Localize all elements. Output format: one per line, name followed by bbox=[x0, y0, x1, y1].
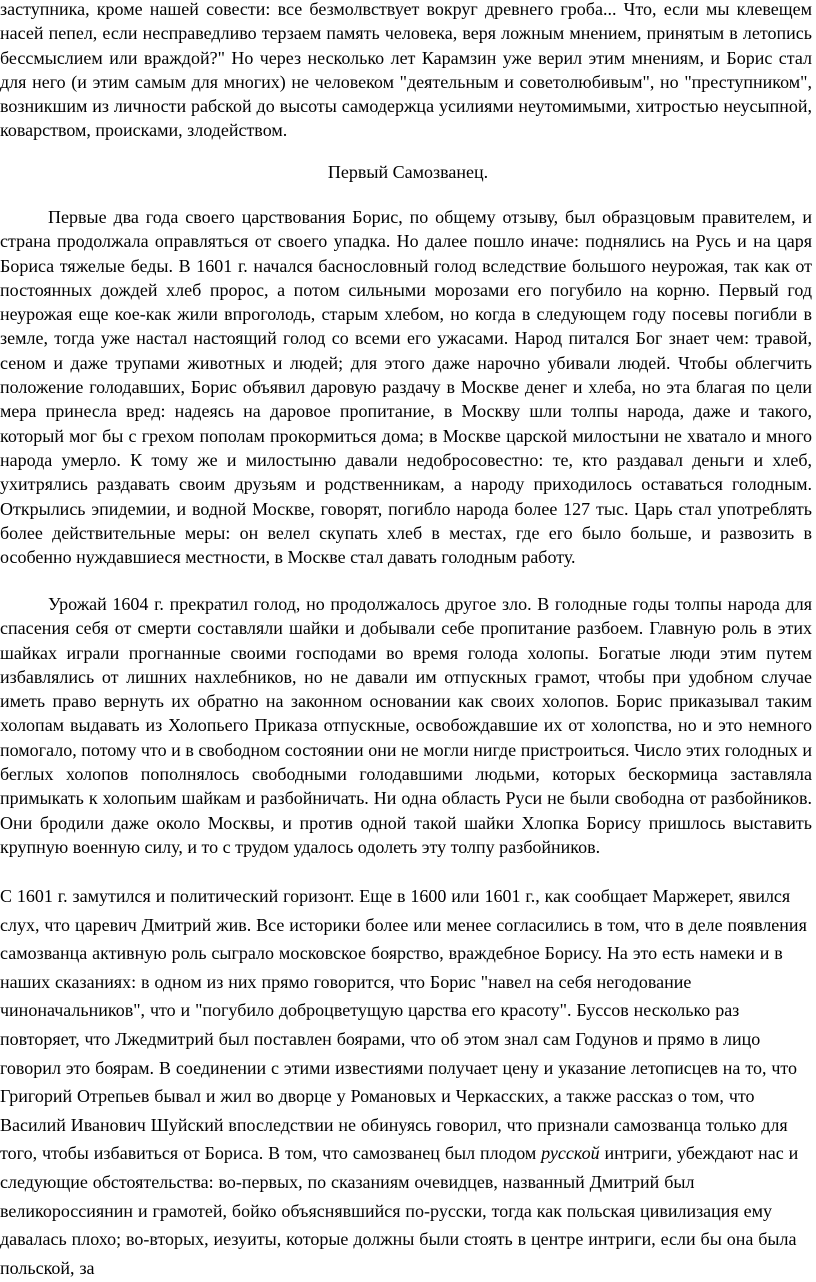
paragraph-text-before-italic: С 1601 г. замутился и политический горизонт. Еще в 1600 или 1601 г., как сообщает Маржерет, явился слух, что царевич Дмитрий жив. Все историки более или менее согласились в том, что в деле появления самозванца активную роль сыграло московское боярство, враждебное Борису. На это есть намеки и в наших сказаниях: в одном из них прямо говорится, что Борис "навел на себя негодование чиноначальников", что и "погубило доброцветущую царства его красоту". Буссов несколько раз повторяет, что Лжедмитрий был поставлен боярами, что об этом знал сам Годунов и прямо в лицо говорил это боярам. В соединении с этими известиями получает цену и указание летописцев на то, что Григорий Отрепьев бывал и жил во дворце у Романовых и Черкасских, а также рассказ о том, что Василий Иванович Шуйский впоследствии не обинуясь говорил, что признали самозванца только для того, чтобы избавиться от Бориса. В том, что самозванец был плодом bbox=[0, 886, 807, 1164]
paragraph-intro-continuation: заступника, кроме нашей совести: все безмолвствует вокруг древнего гроба... Что, если мы клевещем насей пепел, если несправедливо терзаем память человека, веря ложным мнением, принятым в летопись бессмыслием или враждой?" Но через несколько лет Карамзин уже верил этим мнениям, и Борис стал для него (и этим самым для многих) не человеком "деятельным и советолюбивым", но "преступником", возникшим из личности рабской до высоты самодержца усилиями неутомимыми, хитростью неусыпной, коварством, происками, злодейством. bbox=[0, 0, 812, 141]
paragraph-harvest-and-banditry: Урожай 1604 г. прекратил голод, но продолжалось другое зло. В голодные годы толпы народа для спасения себя от смерти составляли шайки и добывали себе пропитание разбоем. Главную роль в этих шайках играли прогнанные своими господами во время голода холопы. Богатые люди этим путем избавлялись от лишних нахлебников, но не давали им отпускных грамот, чтобы при удобном случае иметь право вернуть их обратно на законном основании как своих холопов. Борис приказывал таким холопам выдавать из Холопьего Приказа отпускные, освобождавшие их от холопства, но и это немного помогало, потому что и в свободном состоянии они не могли нигде пристроиться. Число этих голодных и беглых холопов пополнялось свободными голодавшими людьми, которых бескормица заставляла примыкать к холопьим шайкам и разбойничать. Ни одна область Руси не были свободна от разбойников. Они бродили даже около Москвы, и против одной такой шайки Хлопка Борису пришлось выставить крупную военную силу, и то с трудом удалось одолеть эту толпу разбойников. bbox=[0, 594, 812, 857]
italic-emphasis: русской bbox=[541, 1143, 600, 1164]
paragraph-famine: Первые два года своего царствования Борис, по общему отзыву, был образцовым правителем, и страна продолжала оправляться от своего упадка. Но далее пошло иначе: поднялись на Русь и на царя Бориса тяжелые беды. В 1601 г. начался баснословный голод вследствие большого неурожая, так как от постоянных дождей хлеб пророс, а потом сильными морозами его погубило на корню. Первый год неурожая еще кое-как жили впроголодь, старым хлебом, но когда в следующем году посевы погибли в земле, тогда уже настал настоящий голод со всеми его ужасами. Народ питался Бог знает чем: травой, сеном и даже трупами животных и людей; для этого даже нарочно убивали людей. Чтобы облегчить положение голодавших, Борис объявил даровую раздачу в Москве денег и хлеба, но эта благая по цели мера принесла вред: надеясь на даровое пропитание, в Москву шли толпы народа, даже и такого, который мог бы с грехом пополам прокормиться дома; в Москве царской милостыни не хватало и много народа умерло. К тому же и милостыню давали недобросовестно: те, кто раздавал деньги и хлеб, ухитрялись раздавать своим друзьям и родственникам, а народу приходилось оставаться голодным. Открылись эпидемии, и водной Москве, говорят, погибло народа более 127 тыс. Царь стал употреблять более действительные меры: он велел скупать хлеб в местах, где его было больше, и развозить в особенно нуждавшиеся местности, в Москве стал давать голодным работу. bbox=[0, 207, 812, 568]
paragraph-political-horizon bbox=[0, 882, 812, 1282]
section-heading: Первый Самозванец. bbox=[327, 162, 489, 182]
paragraph-text-after-italic: интриги, убеждают нас и следующие обстоятельства: во-первых, по сказаниям очевидцев, названный Дмитрий был великороссиянин и грамотей, бойко объяснявшийся по-русски, тогда как польская цивилизация ему давалась плохо; во-вторых, иезуиты, которые должны были стоять в центре интриги, если бы она была польской, за bbox=[0, 1143, 799, 1278]
